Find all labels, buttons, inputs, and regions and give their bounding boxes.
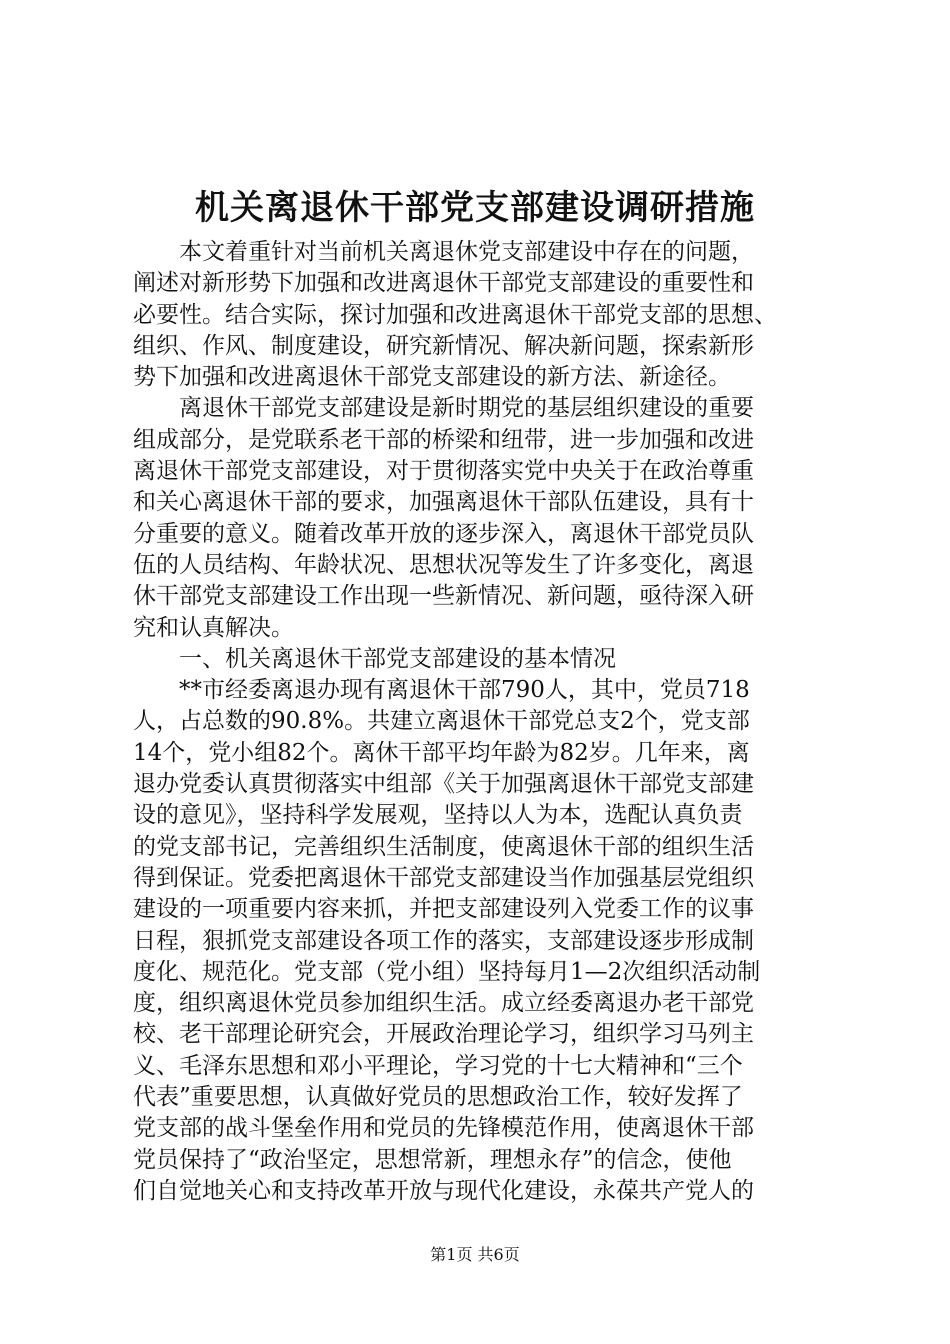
body-line: 设的意见》，坚持科学发展观，坚持以人为本，选配认真负责 — [133, 802, 743, 829]
document-title: 机关离退休干部党支部建设调研措施 — [195, 188, 755, 228]
body-line: 必要性。结合实际，探讨加强和改进离退休干部党支部的思想、 — [133, 301, 777, 328]
body-line: 势下加强和改进离退休干部党支部建设的新方法、新途径。 — [133, 364, 731, 391]
section-heading: 一、机关离退休干部党支部建设的基本情况 — [133, 645, 616, 672]
body-line: 度，组织离退休党员参加组织生活。成立经委离退办老干部党 — [133, 990, 754, 1017]
body-line: 校、老干部理论研究会，开展政治理论学习，组织学习马列主 — [133, 1021, 754, 1048]
body-line: 14个，党小组82个。离休干部平均年龄为82岁。几年来，离 — [133, 739, 750, 766]
body-line: 休干部党支部建设工作出现一些新情况、新问题，亟待深入研 — [133, 583, 754, 610]
body-line: 代表”重要思想，认真做好党员的思想政治工作，较好发挥了 — [133, 1084, 743, 1111]
body-line: 和关心离退休干部的要求，加强离退休干部队伍建设，具有十 — [133, 489, 754, 516]
body-line: 日程，狠抓党支部建设各项工作的落实，支部建设逐步形成制 — [133, 927, 754, 954]
document-body — [133, 237, 833, 1207]
page-number-footer: 第1页 共6页 — [430, 1245, 520, 1264]
body-line: 离退休干部党支部建设是新时期党的基层组织建设的重要 — [133, 395, 754, 422]
body-line: 度化、规范化。党支部（党小组）坚持每月1—2次组织活动制 — [133, 958, 761, 985]
body-line: 们自觉地关心和支持改革开放与现代化建设，永葆共产党人的 — [133, 1177, 754, 1204]
body-line: 本文着重针对当前机关离退休党支部建设中存在的问题， — [133, 239, 754, 265]
body-line: 组成部分，是党联系老干部的桥梁和纽带，进一步加强和改进 — [133, 426, 754, 453]
body-line: 党员保持了“政治坚定，思想常新，理想永存”的信念，使他 — [133, 1146, 732, 1173]
body-line: 分重要的意义。随着改革开放的逐步深入，离退休干部党员队 — [133, 520, 754, 547]
body-line: 人，占总数的90.8%。共建立离退休干部党总支2个，党支部 — [133, 708, 750, 735]
body-line: 得到保证。党委把离退休干部党支部建设当作加强基层党组织 — [133, 864, 754, 891]
body-line: 组织、作风、制度建设，研究新情况、解决新问题，探索新形 — [133, 332, 754, 359]
body-line: 党支部的战斗堡垒作用和党员的先锋模范作用，使离退休干部 — [133, 1115, 754, 1142]
body-line: **市经委离退办现有离退休干部790人，其中，党员718 — [133, 677, 750, 704]
body-line: 究和认真解决。 — [133, 614, 294, 641]
body-line: 阐述对新形势下加强和改进离退休干部党支部建设的重要性和 — [133, 270, 754, 297]
body-line: 退办党委认真贯彻落实中组部《关于加强离退休干部党支部建 — [133, 771, 754, 798]
body-line: 建设的一项重要内容来抓，并把支部建设列入党委工作的议事 — [133, 896, 754, 923]
body-line: 伍的人员结构、年龄状况、思想状况等发生了许多变化，离退 — [133, 551, 754, 578]
body-line: 义、毛泽东思想和邓小平理论，学习党的十七大精神和“三个 — [133, 1052, 743, 1079]
body-line: 的党支部书记，完善组织生活制度，使离退休干部的组织生活 — [133, 833, 754, 860]
body-line: 离退休干部党支部建设，对于贯彻落实党中央关于在政治尊重 — [133, 458, 754, 485]
